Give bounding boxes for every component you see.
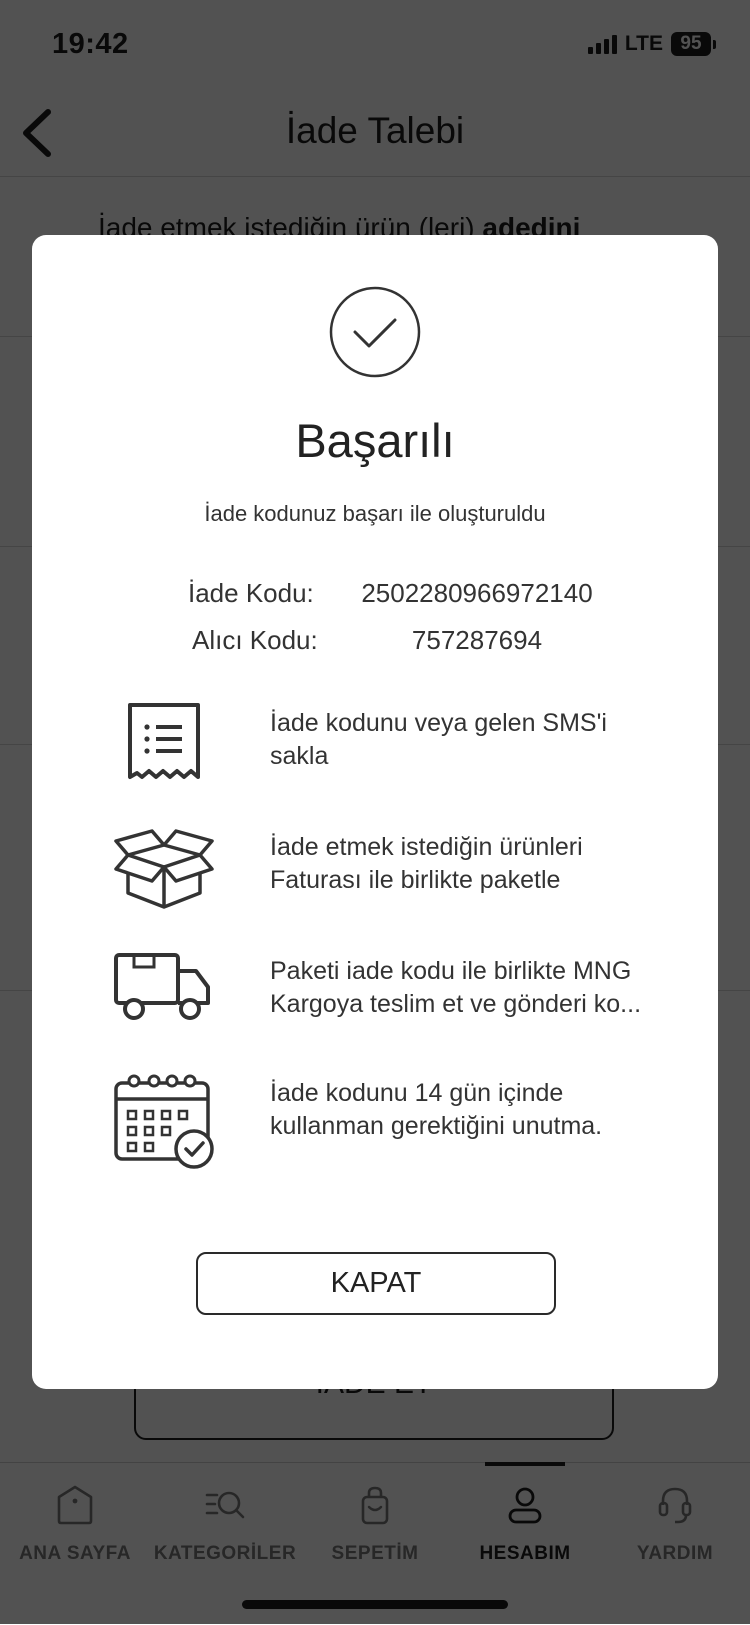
box-icon <box>114 827 234 917</box>
receiver-code-label: Alıcı Kodu: <box>192 625 318 655</box>
truck-icon <box>114 951 234 1031</box>
success-modal <box>32 235 718 1389</box>
step-item <box>114 951 674 1051</box>
modal-subtitle: İade kodunuz başarı ile oluşturuldu <box>204 501 546 526</box>
step-text: İade kodunu 14 gün içinde kullanman gerektiğini unutma. <box>270 1079 603 1140</box>
step-item <box>114 827 674 927</box>
close-button[interactable]: KAPAT <box>196 1252 556 1315</box>
return-code-value: 2502280966972140 <box>361 578 593 608</box>
receiver-code-row <box>32 625 718 665</box>
step-text: İade kodunu veya gelen SMS'i sakla <box>270 709 607 770</box>
calendar-check-icon <box>114 1073 234 1173</box>
return-code-row <box>32 578 718 618</box>
success-check-icon <box>328 285 422 379</box>
step-text: İade etmek istediğin ürünleri Faturası ile birlikte paketle <box>270 833 583 894</box>
receipt-icon <box>114 703 234 783</box>
receiver-code-value: 757287694 <box>411 625 543 655</box>
modal-title: Başarılı <box>295 414 455 467</box>
step-item <box>114 703 674 803</box>
step-text: Paketi iade kodu ile birlikte MNG Kargoya teslim et ve gönderi ko... <box>270 957 642 1018</box>
return-code-label: İade Kodu: <box>188 578 314 608</box>
step-item <box>114 1073 674 1173</box>
